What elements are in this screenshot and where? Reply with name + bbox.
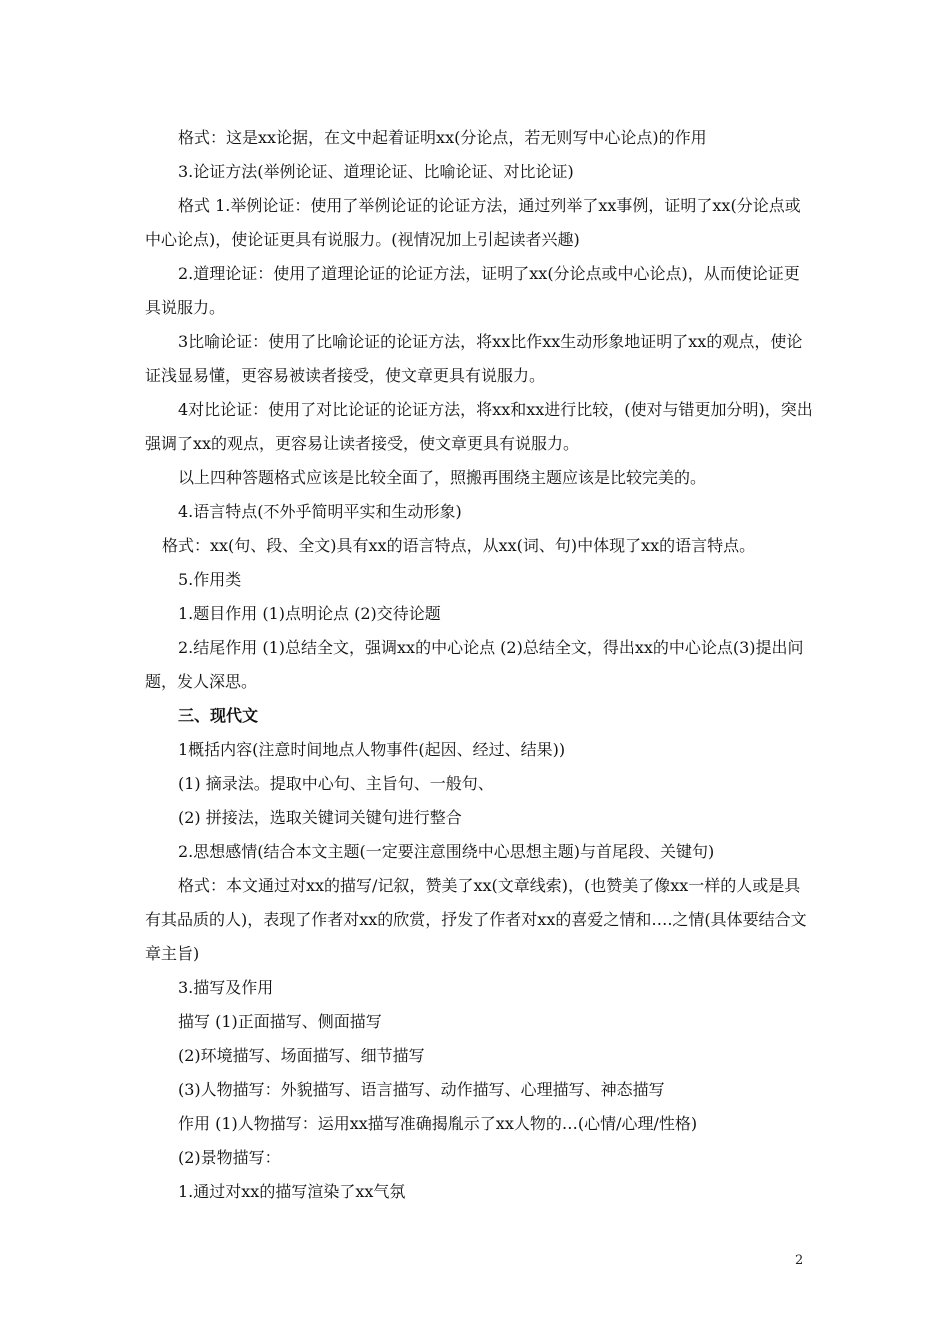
paragraph: 1.题目作用 (1)点明论点 (2)交待论题 [178,604,441,623]
paragraph: 格式：这是xx论据，在文中起着证明xx(分论点，若无则写中心论点)的作用 [178,128,707,147]
paragraph: (1) 摘录法。提取中心句、主旨句、一般句、 [178,774,494,793]
paragraph: (2)景物描写： [178,1148,281,1167]
paragraph: 5.作用类 [178,570,242,589]
paragraph: 4.语言特点(不外乎简明平实和生动形象) [178,502,462,521]
section-heading: 三、现代文 [178,706,259,725]
paragraph: 格式：xx(句、段、全文)具有xx的语言特点，从xx(词、句)中体现了xx的语言特点。 [162,536,756,555]
document-body [145,121,813,1209]
paragraph: 以上四种答题格式应该是比较全面了，照搬再围绕主题应该是比较完美的。 [178,468,707,487]
paragraph: (2) 拼接法，选取关键词关键句进行整合 [178,808,462,827]
paragraph: 2.道理论证：使用了道理论证的论证方法，证明了xx(分论点或中心论点)，从而使论证更具说服力。 [145,264,800,317]
paragraph: 格式 1.举例论证：使用了举例论证的论证方法，通过列举了xx事例，证明了xx(分论点或中心论点)，使论证更具有说服力。(视情况加上引起读者兴趣) [145,196,801,249]
paragraph: 2.思想感情(结合本文主题(一定要注意围绕中心思想主题)与首尾段、关键句) [178,842,715,861]
paragraph: 作用 (1)人物描写：运用xx描写准确揭胤示了xx人物的…(心情/心理/性格) [178,1114,698,1133]
paragraph: (3)人物描写：外貌描写、语言描写、动作描写、心理描写、神态描写 [178,1080,665,1099]
paragraph: 描写 (1)正面描写、侧面描写 [178,1012,382,1031]
paragraph: 4对比论证：使用了对比论证的论证方法，将xx和xx进行比较，(使对与错更加分明)，突出强调了xx的观点，更容易让读者接受，使文章更具有说服力。 [145,400,813,453]
paragraph: 3比喻论证：使用了比喻论证的论证方法，将xx比作xx生动形象地证明了xx的观点，使论证浅显易懂，更容易被读者接受，使文章更具有说服力。 [145,332,803,385]
paragraph: 3.描写及作用 [178,978,274,997]
paragraph: 2.结尾作用 (1)总结全文，强调xx的中心论点 (2)总结全文，得出xx的中心论点(3)提出问题，发人深思。 [145,638,804,691]
paragraph: 1.通过对xx的描写渲染了xx气氛 [178,1182,406,1201]
page-number: 2 [795,1253,804,1268]
paragraph: 3.论证方法(举例论证、道理论证、比喻论证、对比论证) [178,162,574,181]
paragraph: 格式：本文通过对xx的描写/记叙，赞美了xx(文章线索)，(也赞美了像xx一样的人或是具有其品质的人)，表现了作者对xx的欣赏，抒发了作者对xx的喜爱之情和….之情(具体要结合文章主旨) [145,876,807,963]
paragraph: (2)环境描写、场面描写、细节描写 [178,1046,425,1065]
paragraph: 1概括内容(注意时间地点人物事件(起因、经过、结果)) [178,740,566,759]
